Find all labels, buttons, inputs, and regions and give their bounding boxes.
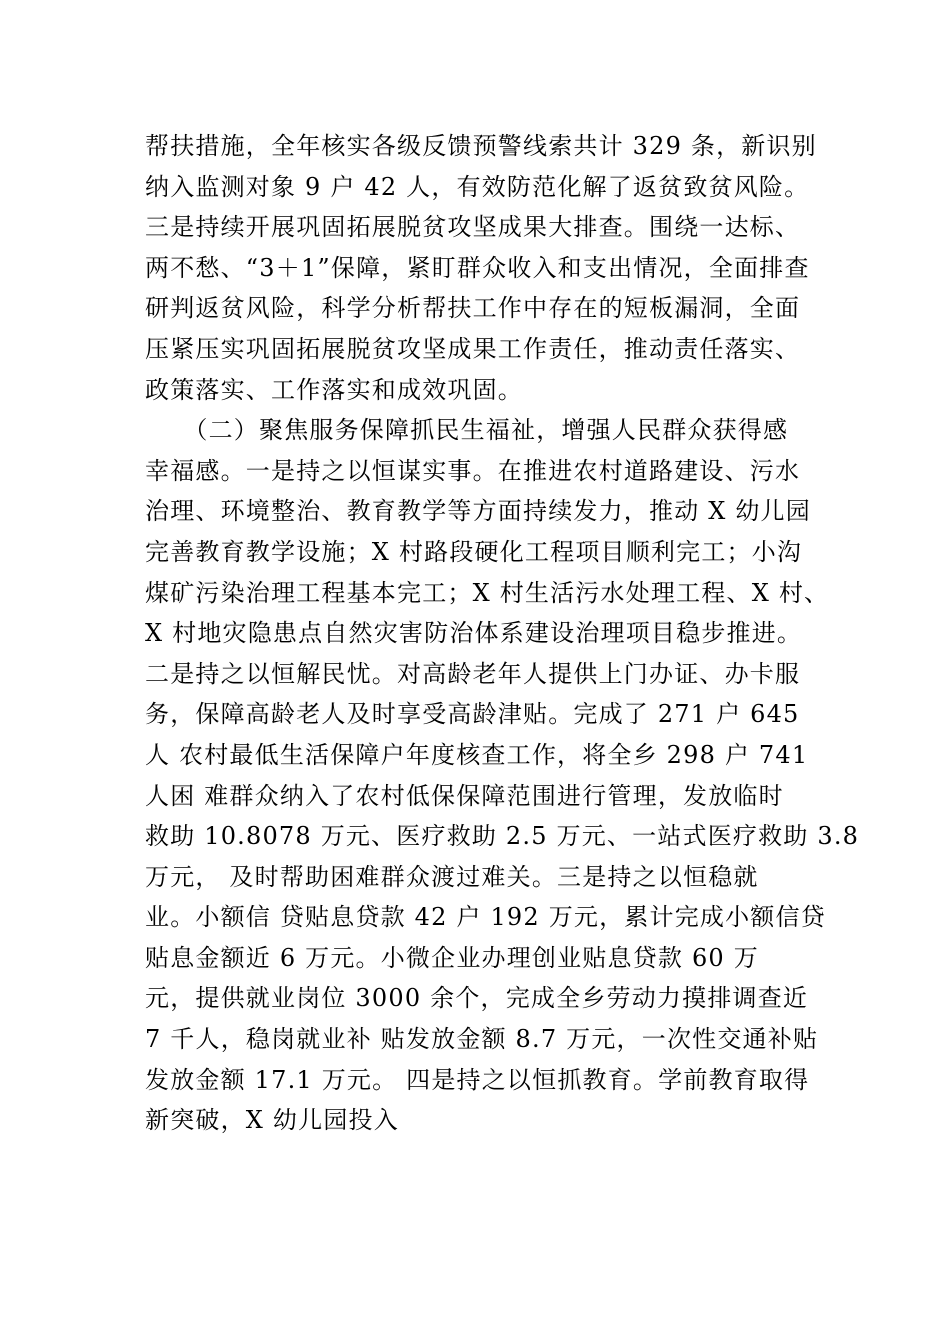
text-line: 纳入监测对象 9 户 42 人，有效防范化解了返贫致贫风险。 <box>145 172 810 201</box>
text-line: X 村地灾隐患点自然灾害防治体系建设治理项目稳步推进。 <box>145 619 803 648</box>
text-line: 业。小额信 贷贴息贷款 42 户 192 万元，累计完成小额信贷 <box>145 903 826 932</box>
text-line: 幸福感。一是持之以恒谋实事。在推进农村道路建设、污水 <box>145 456 801 485</box>
text-line: 贴息金额近 6 万元。小微企业办理创业贴息贷款 60 万 <box>145 943 759 972</box>
text-line: 元，提供就业岗位 3000 余个，完成全乡劳动力摸排调查近 <box>145 984 809 1013</box>
text-line: 完善教育教学设施；X 村路段硬化工程项目顺利完工；小沟 <box>145 537 803 566</box>
text-line: 政策落实、工作落实和成效巩固。 <box>145 375 523 404</box>
text-line: 万元， 及时帮助困难群众渡过难关。三是持之以恒稳就 <box>145 862 759 891</box>
body-text <box>145 126 860 1141</box>
text-line: 煤矿污染治理工程基本完工；X 村生活污水处理工程、X 村、 <box>145 578 830 607</box>
text-line: 压紧压实巩固拓展脱贫攻坚成果工作责任，推动责任落实、 <box>145 334 801 363</box>
text-line: 治理、环境整治、教育教学等方面持续发力，推动 X 幼儿园 <box>145 497 811 526</box>
text-line: 发放金额 17.1 万元。 四是持之以恒抓教育。学前教育取得 <box>145 1065 810 1094</box>
text-line: 人困 难群众纳入了农村低保保障范围进行管理，发放临时 <box>145 781 784 810</box>
text-line: 三是持续开展巩固拓展脱贫攻坚成果大排查。围绕一达标、 <box>145 213 801 242</box>
text-line: （二）聚焦服务保障抓民生福祉，增强人民群众获得感 <box>145 416 789 445</box>
text-line: 救助 10.8078 万元、医疗救助 2.5 万元、一站式医疗救助 3.8 <box>145 822 860 851</box>
text-line: 研判返贫风险，科学分析帮扶工作中存在的短板漏洞，全面 <box>145 294 801 323</box>
text-line: 两不愁、“3＋1”保障，紧盯群众收入和支出情况，全面排查 <box>145 253 810 282</box>
text-line: 二是持之以恒解民忧。对高龄老年人提供上门办证、办卡服 <box>145 659 801 688</box>
text-line: 务，保障高龄老人及时享受高龄津贴。完成了 271 户 645 <box>145 700 800 729</box>
text-line: 7 千人，稳岗就业补 贴发放金额 8.7 万元，一次性交通补贴 <box>145 1025 819 1054</box>
text-line: 人 农村最低生活保障户年度核查工作，将全乡 298 户 741 <box>145 740 809 769</box>
text-line: 帮扶措施，全年核实各级反馈预警线索共计 329 条，新识别 <box>145 132 817 160</box>
text-line: 新突破，X 幼儿园投入 <box>145 1106 399 1135</box>
